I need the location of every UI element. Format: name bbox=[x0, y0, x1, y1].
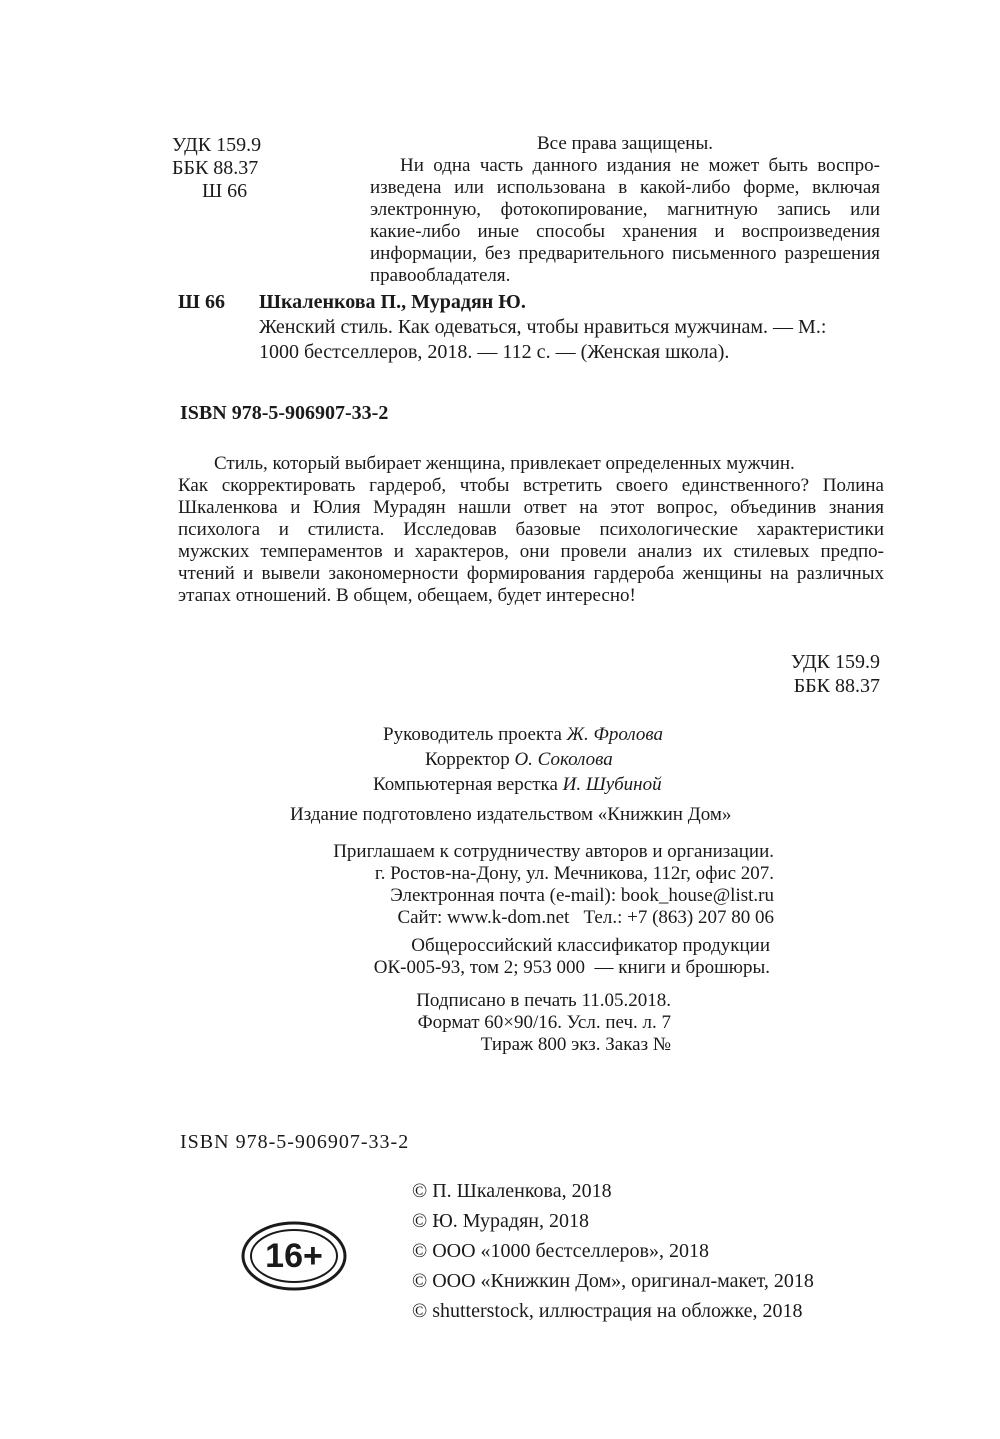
rights-line: изведена или использована в какой-либо форме, включая bbox=[370, 177, 880, 198]
staff-name: И. Шубиной bbox=[562, 774, 662, 795]
copyright-list bbox=[412, 1180, 814, 1330]
print-info bbox=[398, 990, 671, 1056]
rights-line: какие-либо иные способы хранения и воспроизведения bbox=[370, 221, 880, 242]
annotation-line: Стиль, который выбирает женщина, привлекает определенных мужчин. bbox=[214, 453, 795, 474]
isbn-top: ISBN 978-5-906907-33-2 bbox=[180, 402, 389, 424]
imprint: Издание подготовлено издательством «Книжкин Дом» bbox=[290, 804, 732, 825]
staff-role: Корректор bbox=[425, 749, 510, 770]
age-rating-badge bbox=[240, 1220, 348, 1292]
rights-line: правообладателя. bbox=[370, 265, 511, 286]
classifier-line: ОК-005-93, том 2; 953 000 — книги и брошюры. bbox=[373, 957, 770, 978]
classifier-line: Общероссийский классификатор продукции bbox=[411, 935, 770, 956]
publisher-contacts bbox=[290, 841, 774, 929]
annotation bbox=[178, 453, 884, 607]
bbk-code: ББК 88.37 bbox=[172, 157, 259, 179]
contact-line: Электронная почта (e-mail): book_house@list.ru bbox=[390, 885, 774, 906]
annotation-line: чтений и вывели закономерности формирования гардероба женщины на различных bbox=[178, 563, 884, 584]
classification-codes-top bbox=[172, 134, 261, 203]
rights-title: Все права защищены. bbox=[536, 133, 713, 154]
staff-entry bbox=[373, 774, 663, 799]
rights-line: Ни одна часть данного издания не может быть воспро- bbox=[400, 155, 880, 176]
age-rating-text: 16+ bbox=[265, 1237, 323, 1275]
print-line: Подписано в печать 11.05.2018. bbox=[416, 990, 671, 1011]
print-line: Формат 60×90/16. Усл. печ. л. 7 bbox=[417, 1012, 671, 1033]
biblio-mark: Ш 66 bbox=[178, 291, 225, 313]
copyright-line: © Ю. Мурадян, 2018 bbox=[412, 1210, 589, 1232]
contact-line: г. Ростов-на-Дону, ул. Мечникова, 112г, офис 207. bbox=[374, 863, 774, 884]
annotation-line: Шкаленкова и Юлия Мурадян нашли ответ на этот вопрос, объединив знания bbox=[178, 497, 884, 518]
copyright-line: © shutterstock, иллюстрация на обложке, 2018 bbox=[412, 1300, 803, 1322]
annotation-line: психолога и стилиста. Исследовав базовые психологические характеристики bbox=[178, 519, 884, 540]
staff-entry bbox=[383, 724, 663, 749]
isbn-bottom: ISBN 978-5-906907-33-2 bbox=[180, 1131, 410, 1153]
copyright-line: © П. Шкаленкова, 2018 bbox=[412, 1180, 612, 1202]
rights-line: информации, без предварительного письменного разрешения bbox=[370, 243, 880, 264]
staff-name: О. Соколова bbox=[514, 749, 613, 770]
rights-notice bbox=[370, 133, 880, 287]
annotation-line: этапах отношений. В общем, обещаем, будет интересно! bbox=[178, 585, 636, 606]
biblio-record bbox=[259, 291, 883, 366]
biblio-line: Женский стиль. Как одеваться, чтобы нравиться мужчинам. — М.: bbox=[259, 316, 827, 338]
biblio-authors: Шкаленкова П., Мурадян Ю. bbox=[259, 291, 526, 313]
udk-code: УДК 159.9 bbox=[172, 134, 262, 156]
copyright-line: © ООО «Книжкин Дом», оригинал-макет, 2018 bbox=[412, 1270, 814, 1292]
copyright-line: © ООО «1000 бестселлеров», 2018 bbox=[412, 1240, 709, 1262]
rights-line: электронную, фотокопирование, магнитную запись или bbox=[370, 199, 880, 220]
biblio-line: 1000 бестселлеров, 2018. — 112 с. — (Женская школа). bbox=[259, 341, 730, 363]
annotation-line: Как скорректировать гардероб, чтобы встретить своего единственного? Полина bbox=[178, 475, 884, 496]
classification-codes-bottom bbox=[700, 651, 880, 699]
contact-line: Приглашаем к сотрудничеству авторов и организации. bbox=[333, 841, 774, 862]
staff-role: Руководитель проекта bbox=[383, 724, 562, 745]
bbk-code: ББК 88.37 bbox=[793, 675, 880, 697]
contact-line: Сайт: www.k-dom.net Тел.: +7 (863) 207 80 06 bbox=[397, 907, 774, 928]
staff-name: Ж. Фролова bbox=[566, 724, 663, 745]
staff-role: Компьютерная верстка bbox=[373, 774, 558, 795]
print-line: Тираж 800 экз. Заказ № bbox=[480, 1034, 671, 1055]
staff-entry bbox=[383, 749, 663, 774]
annotation-line: мужских темпераментов и характеров, они провели анализ их стилевых предпо- bbox=[178, 541, 884, 562]
author-mark: Ш 66 bbox=[202, 180, 248, 202]
product-classifier bbox=[330, 935, 770, 979]
udk-code: УДК 159.9 bbox=[790, 651, 880, 673]
staff-credits bbox=[373, 724, 663, 799]
